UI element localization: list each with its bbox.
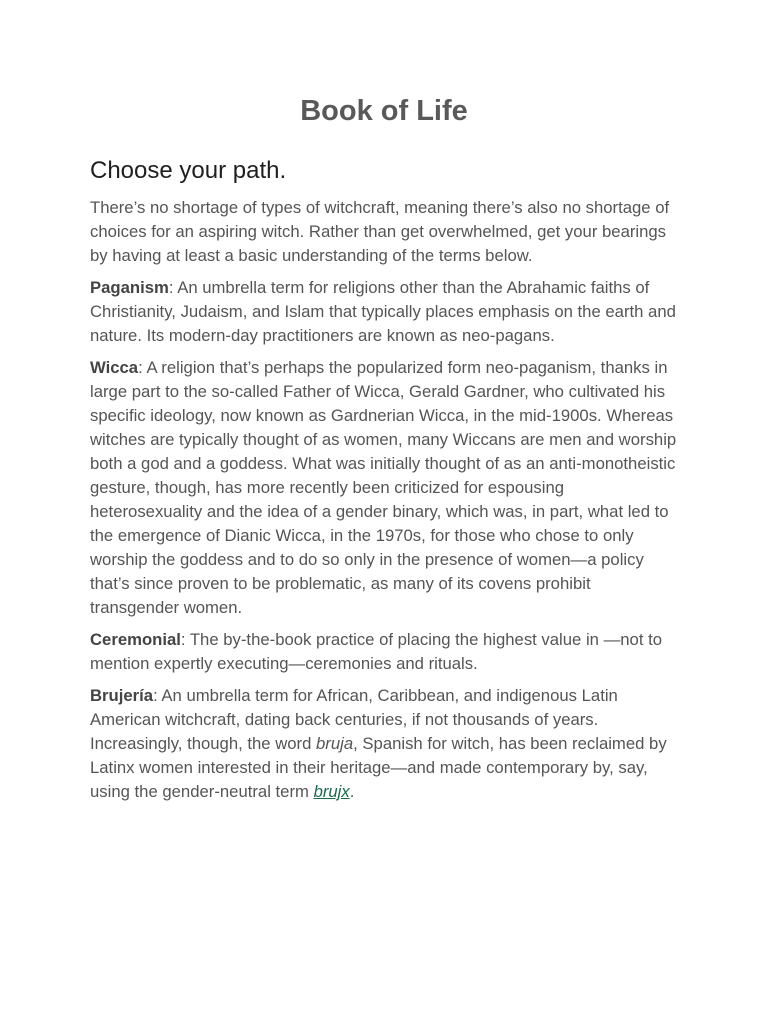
term-definition-part: : An umbrella term for African, Caribbean, and indigenous Latin American witchcraft, dating back centuries, if not thousands of years. Increasingly, though, the word: [90, 686, 618, 753]
entry-ceremonial: [90, 628, 680, 676]
document-title: Book of Life: [300, 95, 468, 127]
brujx-link[interactable]: brujx: [313, 782, 350, 801]
intro-paragraph: There’s no shortage of types of witchcraft, meaning there’s also no shortage of choices for an aspiring witch. Rather than get overwhelmed, get your bearings by having at least a basic understanding of the terms below.: [90, 198, 670, 265]
term-definition-part: , Spanish for witch, has been reclaimed by Latinx women interested in their heritage—and made contemporary by, say, using the gender-neutral term: [90, 734, 667, 801]
term-label: Ceremonial: [90, 630, 181, 649]
term-definition: : A religion that’s perhaps the popularized form neo-paganism, thanks in large part to the so-called Father of Wicca, Gerald Gardner, who cultivated his specific ideology, now known as Gardnerian Wicca, in the mid-1900s. Whereas witches are typically thought of as women, many Wiccans are men and worship both a god and a goddess. What was initially thought of as an anti-monotheistic gesture, though, has more recently been criticized for espousing heterosexuality and the idea of a gender binary, which was, in part, what led to the emergence of Dianic Wicca, in the 1970s, for those who chose to only worship the goddess and to do so only in the presence of women—a policy that’s since proven to be problematic, as many of its covens prohibit transgender women.: [90, 358, 677, 617]
entry-wicca: [90, 356, 680, 620]
term-definition: : The by-the-book practice of placing the highest value in —not to mention expertly executing—ceremonies and rituals.: [90, 630, 663, 673]
term-label: Wicca: [90, 358, 139, 377]
italic-word: bruja: [316, 734, 354, 753]
term-definition-part: .: [349, 782, 355, 801]
term-label: Paganism: [90, 278, 169, 297]
term-label: Brujería: [90, 686, 154, 705]
term-definition: : An umbrella term for religions other than the Abrahamic faiths of Christianity, Judaism, and Islam that typically places emphasis on the earth and nature. Its modern-day practitioners are known as neo-pagans.: [90, 278, 676, 345]
document-page: [90, 0, 680, 804]
section-heading: Choose your path.: [90, 157, 287, 184]
entry-brujeria: [90, 684, 680, 804]
entry-paganism: [90, 276, 680, 348]
